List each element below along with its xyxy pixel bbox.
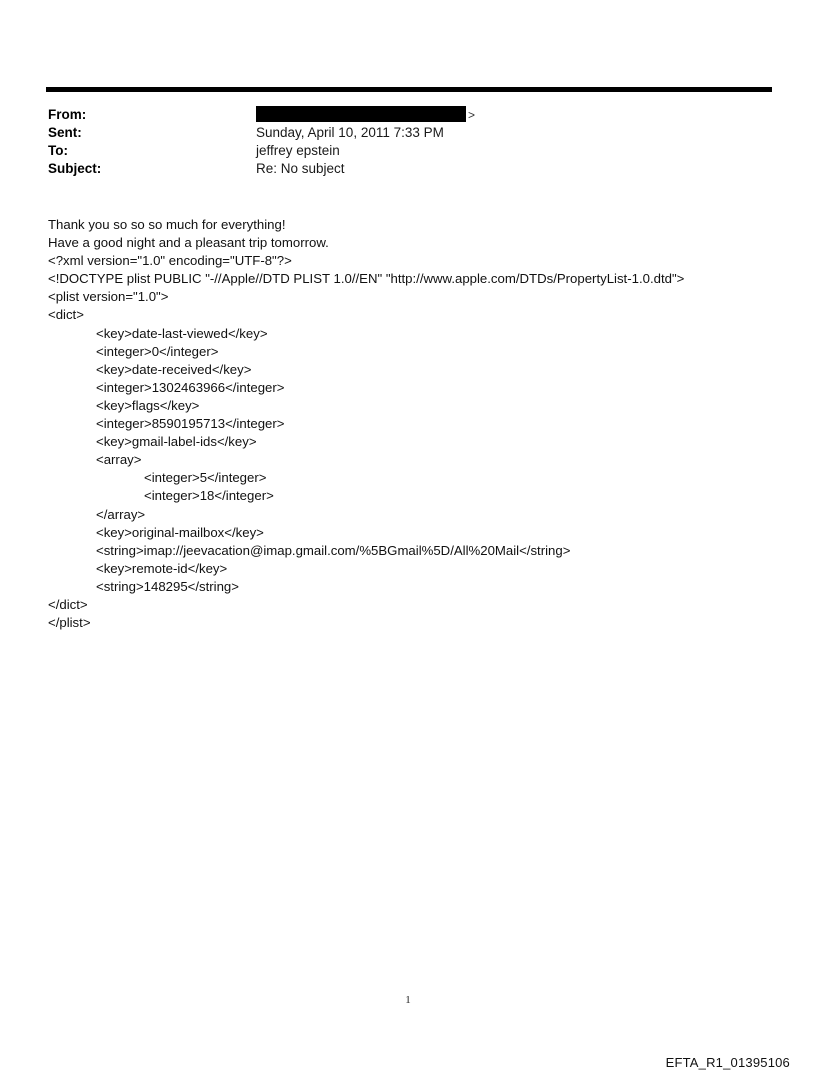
from-value	[256, 106, 475, 124]
email-header	[48, 106, 748, 178]
body-line: <integer>5</integer>	[144, 470, 267, 486]
body-line: <integer>1302463966</integer>	[96, 379, 285, 395]
from-row	[48, 106, 748, 124]
to-value: jeffrey epstein	[256, 143, 340, 158]
subject-row	[48, 160, 748, 178]
to-label: To:	[48, 143, 68, 158]
header-rule	[46, 87, 772, 92]
body-line: <integer>0</integer>	[96, 343, 219, 359]
bates-number: EFTA_R1_01395106	[665, 1055, 790, 1070]
sent-label: Sent:	[48, 125, 82, 140]
body-line: </array>	[96, 506, 146, 522]
body-line: <key>date-received</key>	[96, 361, 252, 377]
page-number: 1	[405, 994, 411, 1006]
redaction-block	[256, 106, 466, 122]
from-label: From:	[48, 107, 87, 122]
subject-label: Subject:	[48, 161, 102, 176]
sent-value: Sunday, April 10, 2011 7:33 PM	[256, 125, 444, 140]
body-line: <integer>18</integer>	[144, 488, 274, 504]
body-line: <key>date-last-viewed</key>	[96, 325, 268, 341]
body-line: <key>gmail-label-ids</key>	[96, 434, 257, 450]
body-line: <key>remote-id</key>	[96, 560, 228, 576]
body-line: </plist>	[48, 615, 91, 631]
body-line: <!DOCTYPE plist PUBLIC "-//Apple//DTD PLIST 1.0//EN" "http://www.apple.com/DTDs/PropertyList-1.0.dtd">	[48, 271, 685, 287]
body-line: <string>148295</string>	[96, 578, 239, 594]
body-line: <key>original-mailbox</key>	[96, 524, 264, 540]
body-line: <key>flags</key>	[96, 397, 200, 413]
body-line: </dict>	[48, 596, 88, 612]
body-line: <plist version="1.0">	[48, 289, 169, 305]
body-line: <array>	[96, 452, 142, 468]
subject-value: Re: No subject	[256, 161, 345, 176]
email-body	[48, 216, 788, 632]
to-row	[48, 142, 748, 160]
body-line: <string>imap://jeevacation@imap.gmail.com/%5BGmail%5D/All%20Mail</string>	[96, 542, 571, 558]
body-line: Have a good night and a pleasant trip tomorrow.	[48, 235, 329, 251]
body-line: Thank you so so so much for everything!	[48, 217, 286, 232]
body-line: <dict>	[48, 307, 84, 323]
from-value-suffix: >	[468, 108, 476, 122]
body-line: <?xml version="1.0" encoding="UTF-8"?>	[48, 253, 292, 269]
body-line: <integer>8590195713</integer>	[96, 416, 285, 432]
sent-row	[48, 124, 748, 142]
